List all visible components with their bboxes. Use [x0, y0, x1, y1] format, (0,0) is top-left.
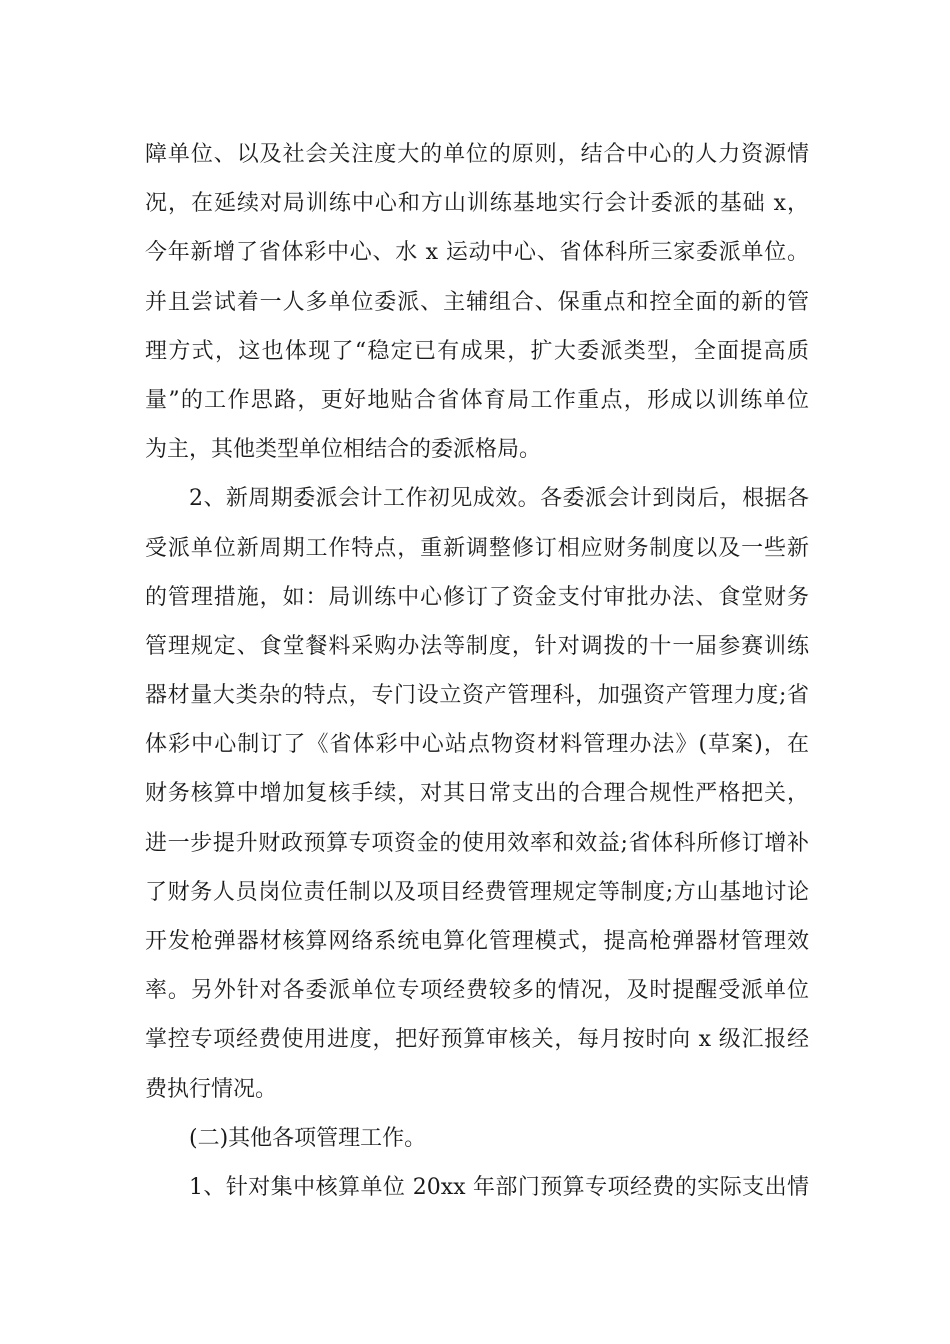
- body-text: [145, 130, 809, 1212]
- text-line: 量”的工作思路，更好地贴合省体育局工作重点，形成以训练单位: [145, 387, 809, 413]
- text-line: 2、新周期委派会计工作初见成效。各委派会计到岗后，根据各: [189, 486, 809, 512]
- text-line: 障单位、以及社会关注度大的单位的原则，结合中心的人力资源情: [145, 142, 809, 167]
- text-line: 的管理措施，如：局训练中心修订了资金支付审批办法、食堂财务: [145, 584, 809, 610]
- text-line: 器材量大类杂的特点，专门设立资产管理科，加强资产管理力度;省: [145, 683, 809, 709]
- text-line: 理方式，这也体现了“稳定已有成果，扩大委派类型，全面提高质: [145, 338, 809, 364]
- text-line: 进一步提升财政预算专项资金的使用效率和效益;省体科所修订增补: [145, 830, 809, 856]
- text-line: 费执行情况。: [145, 1076, 278, 1102]
- text-line: (二)其他各项管理工作。: [189, 1125, 427, 1151]
- text-line: 管理规定、食堂餐料采购办法等制度，针对调拨的十一届参赛训练: [145, 633, 809, 659]
- text-line: 今年新增了省体彩中心、水 x 运动中心、省体科所三家委派单位。: [145, 240, 809, 266]
- text-line: 为主，其他类型单位相结合的委派格局。: [145, 437, 542, 463]
- text-line: 开发枪弹器材核算网络系统电算化管理模式，提高枪弹器材管理效: [145, 929, 809, 954]
- text-line: 受派单位新周期工作特点，重新调整修订相应财务制度以及一些新: [145, 535, 809, 561]
- text-line: 财务核算中增加复核手续，对其日常支出的合理合规性严格把关，: [145, 781, 809, 807]
- text-line: 体彩中心制订了《省体彩中心站点物资材料管理办法》(草案)，在: [145, 732, 809, 758]
- text-line: 并且尝试着一人多单位委派、主辅组合、保重点和控全面的新的管: [145, 289, 809, 315]
- text-line: 掌控专项经费使用进度，把好预算审核关，每月按时向 x 级汇报经: [145, 1027, 809, 1053]
- text-line: 了财务人员岗位责任制以及项目经费管理规定等制度;方山基地讨论: [145, 879, 809, 905]
- text-line: 率。另外针对各委派单位专项经费较多的情况，及时提醒受派单位: [145, 978, 809, 1004]
- text-line: 1、针对集中核算单位 20xx 年部门预算专项经费的实际支出情: [189, 1174, 809, 1200]
- text-line: 况，在延续对局训练中心和方山训练基地实行会计委派的基础 x，: [145, 191, 809, 217]
